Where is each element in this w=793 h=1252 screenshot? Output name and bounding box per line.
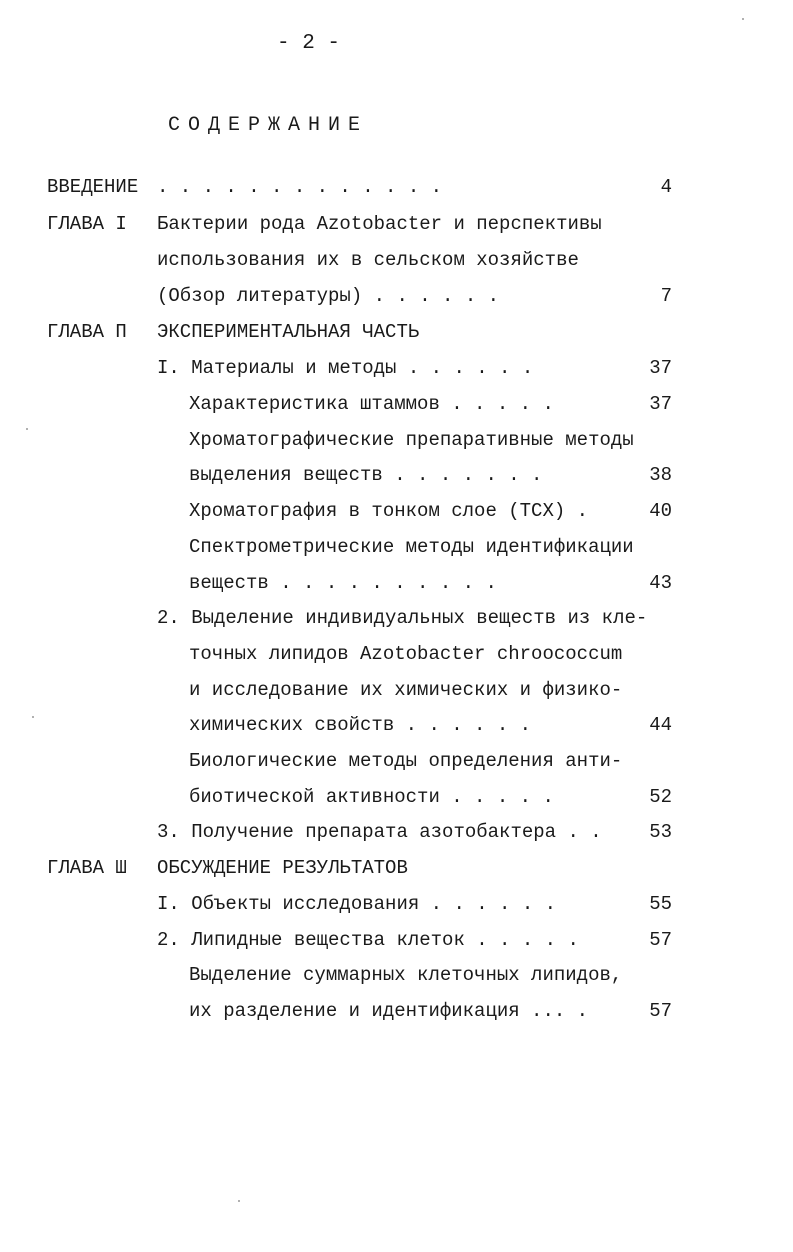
scan-speck xyxy=(742,18,744,20)
toc-page-number: 43 xyxy=(649,572,672,594)
toc-page-number: 55 xyxy=(649,893,672,915)
toc-page-number: 4 xyxy=(660,176,672,198)
toc-entry-text: точных липидов Azotobacter chroococcum xyxy=(189,643,623,665)
toc-entry-text: использования их в сельском хозяйстве xyxy=(157,249,579,271)
toc-entry-text: Биологические методы определения анти- xyxy=(189,750,623,772)
toc-entry-text: веществ . . . . . . . . . . xyxy=(189,572,497,594)
toc-page-number: 37 xyxy=(649,393,672,415)
toc-entry-text: Выделение суммарных клеточных липидов, xyxy=(189,964,623,986)
toc-page-number: 52 xyxy=(649,786,672,808)
toc-page-number: 40 xyxy=(649,500,672,522)
toc-entry-text: ОБСУЖДЕНИЕ РЕЗУЛЬТАТОВ xyxy=(157,857,408,879)
toc-entry-text: I. Материалы и методы . . . . . . xyxy=(157,357,534,379)
toc-entry-text: ЭКСПЕРИМЕНТАЛЬНАЯ ЧАСТЬ xyxy=(157,321,420,343)
toc-page-number: 44 xyxy=(649,714,672,736)
toc-entry-text: химических свойств . . . . . . xyxy=(189,714,532,736)
page-number: - 2 - xyxy=(277,32,341,55)
scan-speck xyxy=(238,1200,240,1202)
toc-entry-text: Хроматографические препаративные методы xyxy=(189,429,634,451)
toc-entry-text: 2. Выделение индивидуальных веществ из кле- xyxy=(157,607,648,629)
toc-label-chapter-1: ГЛАВА I xyxy=(47,213,127,235)
toc-entry-text: I. Объекты исследования . . . . . . xyxy=(157,893,557,915)
scan-speck xyxy=(32,716,34,718)
toc-dot-leader: . . . . . . . . . . . . . xyxy=(157,176,443,198)
toc-label-chapter-2: ГЛАВА П xyxy=(47,321,127,343)
toc-entry-text: Хроматография в тонком слое (ТСХ) . xyxy=(189,500,589,522)
toc-page-number: 38 xyxy=(649,464,672,486)
toc-entry-text: и исследование их химических и физико- xyxy=(189,679,623,701)
toc-page-number: 57 xyxy=(649,929,672,951)
toc-entry-text: Характеристика штаммов . . . . . xyxy=(189,393,554,415)
toc-page-number: 7 xyxy=(660,285,672,307)
toc-page-number: 57 xyxy=(649,1000,672,1022)
toc-page-number: 37 xyxy=(649,357,672,379)
toc-entry-text: выделения веществ . . . . . . . xyxy=(189,464,543,486)
toc-entry-text: биотической активности . . . . . xyxy=(189,786,554,808)
toc-label-introduction: ВВЕДЕНИЕ xyxy=(47,176,139,198)
scan-speck xyxy=(26,428,28,430)
toc-entry-text: 3. Получение препарата азотобактера . . xyxy=(157,821,602,843)
toc-title: СОДЕРЖАНИЕ xyxy=(168,114,369,137)
toc-page-number: 53 xyxy=(649,821,672,843)
toc-entry-text: 2. Липидные вещества клеток . . . . . xyxy=(157,929,579,951)
toc-label-chapter-3: ГЛАВА Ш xyxy=(47,857,127,879)
toc-entry-text: (Обзор литературы) . . . . . . xyxy=(157,285,500,307)
toc-entry-text: Бактерии рода Azotobacter и перспективы xyxy=(157,213,602,235)
toc-entry-text: Спектрометрические методы идентификации xyxy=(189,536,634,558)
toc-entry-text: их разделение и идентификация ... . xyxy=(189,1000,589,1022)
